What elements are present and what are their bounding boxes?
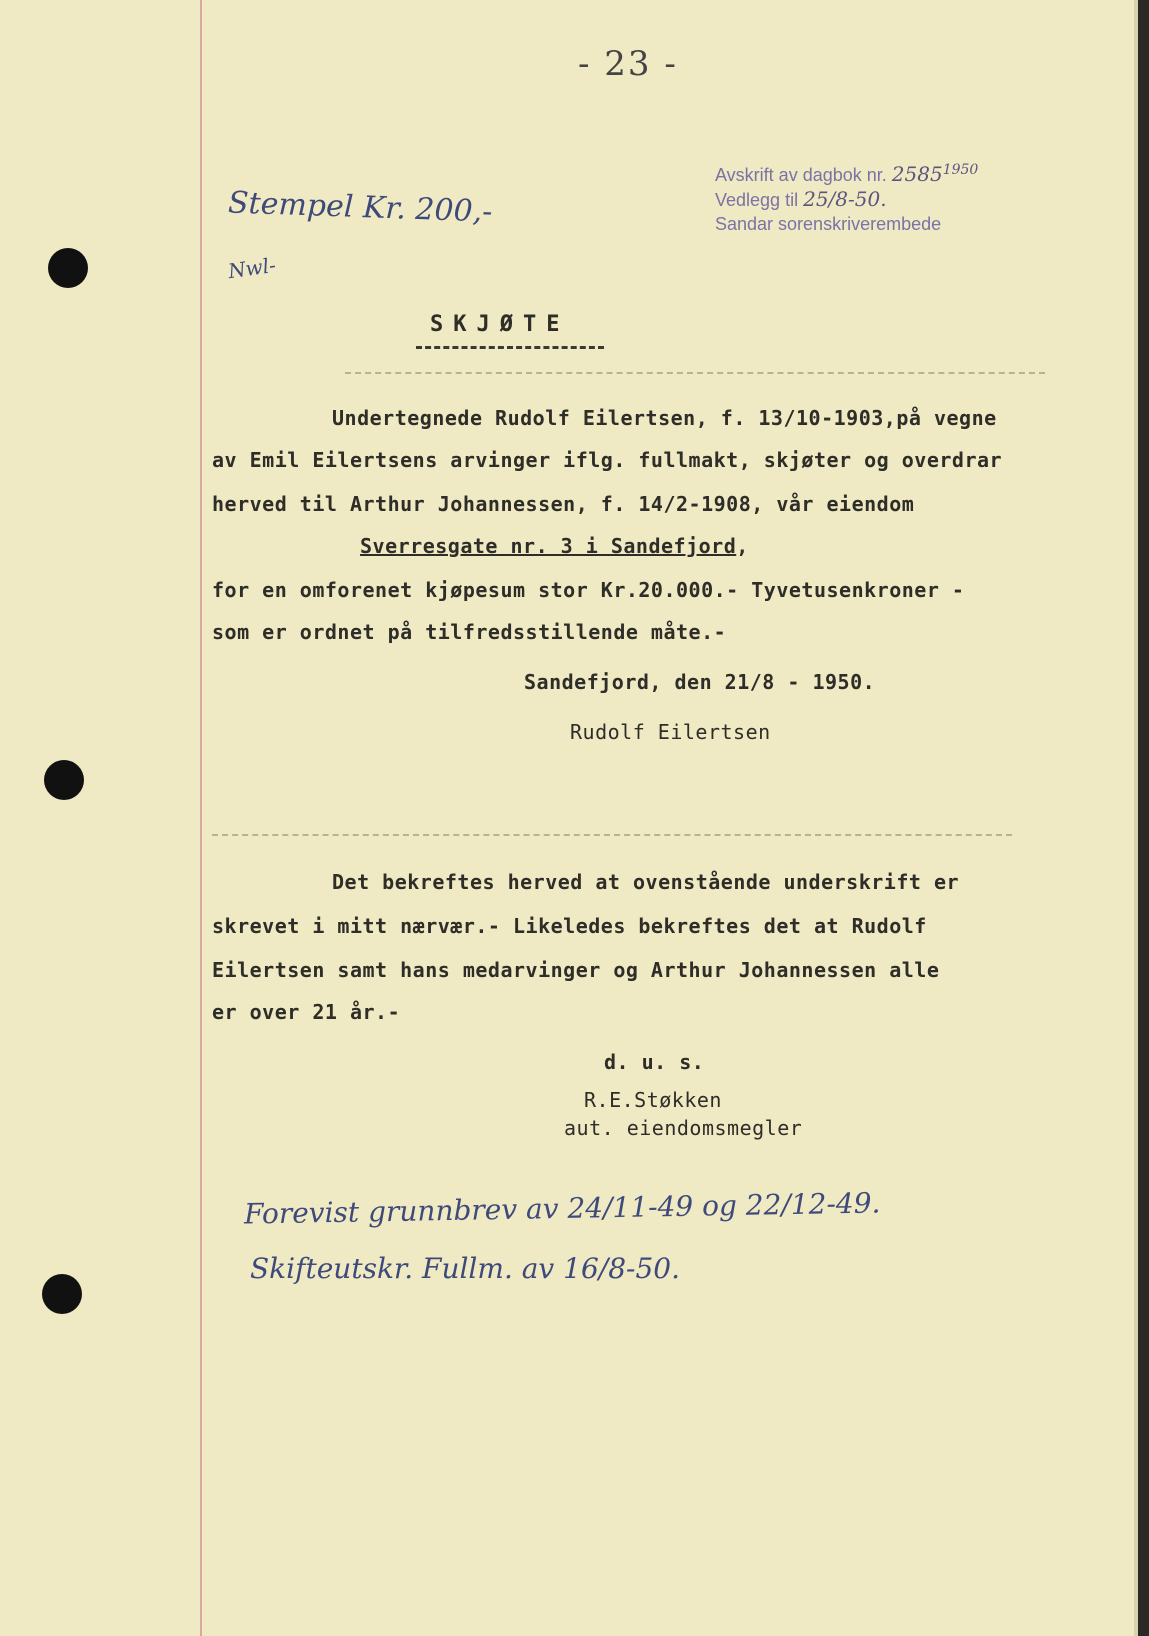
place-date: Sandefjord, den 21/8 - 1950.	[524, 670, 876, 694]
page-number: - 23 -	[578, 44, 678, 84]
stamp-line3: Sandar sorenskriverembede	[715, 214, 942, 234]
punch-hole	[42, 1274, 82, 1314]
handwritten-stamp-fee: Stempel Kr. 200,-	[227, 185, 493, 230]
registry-stamp	[715, 158, 978, 236]
body-line-2: av Emil Eilertsens arvinger iflg. fullmakt, skjøter og overdrar	[212, 448, 1003, 472]
stamp-line2-value: 25/8-50.	[803, 187, 887, 211]
separator-line	[212, 834, 1012, 836]
body-line-3: herved til Arthur Johannessen, f. 14/2-1908, vår eiendom	[212, 492, 915, 516]
stamp-line2-label: Vedlegg til	[715, 190, 799, 210]
body-line-1: Undertegnede Rudolf Eilertsen, f. 13/10-1903,på vegne	[332, 406, 997, 430]
cert-line-4: er over 21 år.-	[212, 1000, 401, 1024]
property-address: Sverresgate nr. 3 i Sandefjord	[360, 534, 737, 558]
stamp-line2	[715, 187, 978, 212]
body-line-5: for en omforenet kjøpesum stor Kr.20.000.- Tyvetusenkroner -	[212, 578, 965, 602]
stamp-line1-value: 2585	[891, 162, 943, 186]
dus: d. u. s.	[604, 1050, 705, 1074]
seller-signature: Rudolf Eilertsen	[570, 720, 771, 744]
body-line-6: som er ordnet på tilfredsstillende måte.-	[212, 620, 727, 644]
certifier-title: aut. eiendomsmegler	[564, 1116, 803, 1140]
punch-hole	[48, 248, 88, 288]
property-suffix: ,	[736, 534, 749, 558]
property-line	[360, 534, 749, 558]
certifier-name: R.E.Støkken	[584, 1088, 722, 1112]
cert-line-2: skrevet i mitt nærvær.- Likeledes bekreftes det at Rudolf	[212, 914, 927, 938]
stamp-line1-year: 1950	[942, 162, 979, 178]
title-underline	[416, 346, 604, 349]
handwritten-note-1: Forevist grunnbrev av 24/11-49 og 22/12-49.	[243, 1186, 881, 1231]
handwritten-initials: Nwl-	[226, 252, 278, 284]
handwritten-note-2: Skifteutskr. Fullm. av 16/8-50.	[250, 1252, 681, 1285]
cert-line-3: Eilertsen samt hans medarvinger og Arthur Johannessen alle	[212, 958, 940, 982]
stamp-line1	[715, 158, 978, 187]
cert-line-1: Det bekreftes herved at ovenstående underskrift er	[332, 870, 960, 894]
margin-line	[200, 0, 202, 1636]
stamp-line1-label: Avskrift av dagbok nr.	[715, 165, 887, 185]
separator-line	[345, 372, 1045, 374]
document-title: SKJØTE	[430, 312, 570, 337]
punch-hole	[44, 760, 84, 800]
